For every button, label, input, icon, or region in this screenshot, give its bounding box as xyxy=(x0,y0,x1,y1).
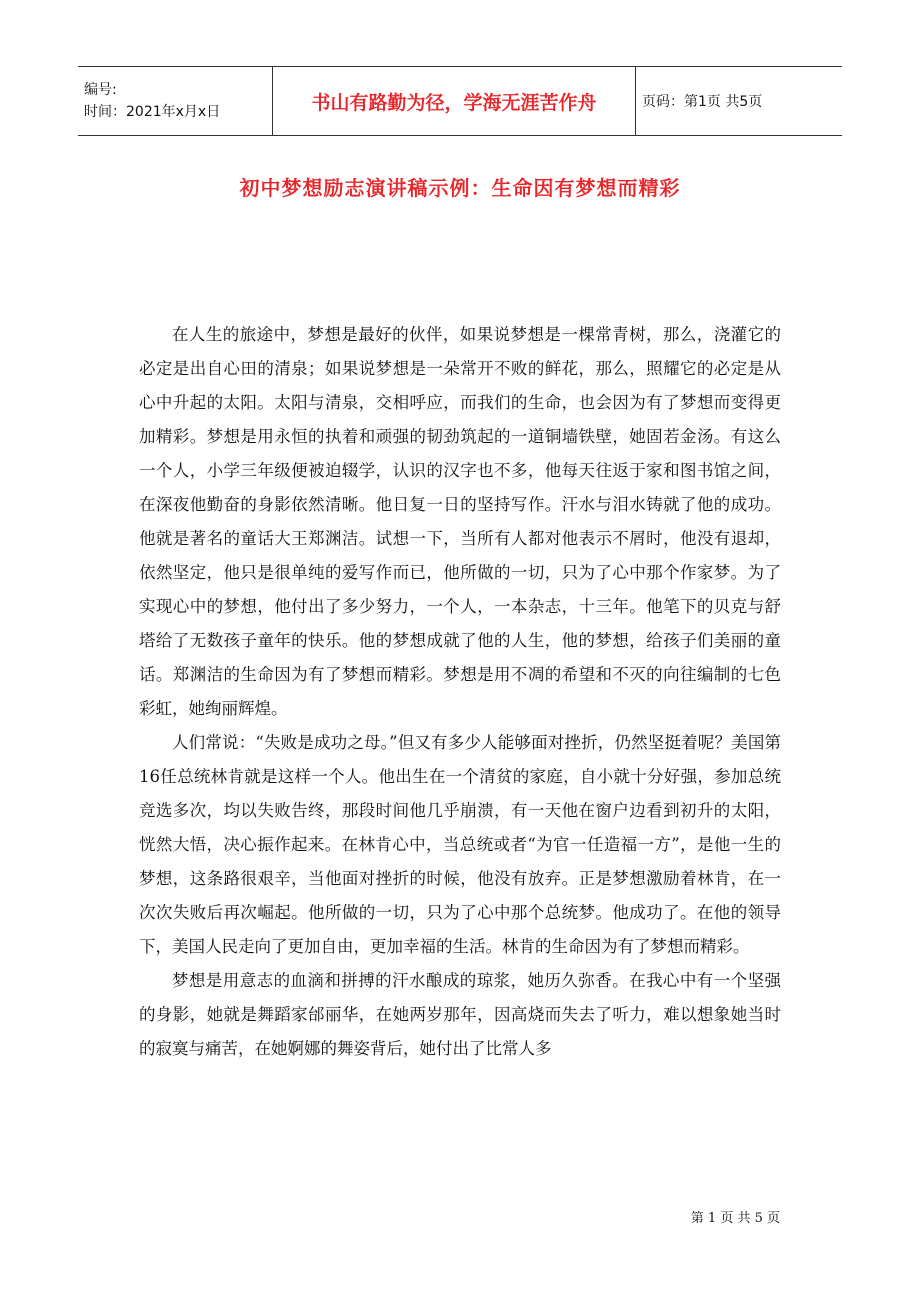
paragraph: 梦想是用意志的血滴和拼搏的汗水酿成的琼浆，她历久弥香。在我心中有一个坚强的身影，她就是舞蹈家邰丽华，在她两岁那年，因高烧而失去了听力，难以想象她当时的寂寞与痛苦，在她婀娜的舞姿背后，她付出了比常人多 xyxy=(139,971,781,1058)
header-page-cell xyxy=(636,67,842,135)
serial-number-label: 编号: xyxy=(84,82,117,98)
header-page-info: 页码：第1页 共5页 xyxy=(642,94,763,110)
document-body xyxy=(139,318,781,1066)
paragraph: 在人生的旅途中，梦想是最好的伙伴，如果说梦想是一棵常青树，那么，浇灌它的必定是出自心田的清泉；如果说梦想是一朵常开不败的鲜花，那么，照耀它的必定是从心中升起的太阳。太阳与清泉，交相呼应，而我们的生命，也会因为有了梦想而变得更加精彩。梦想是用永恒的执着和顽强的韧劲筑起的一道铜墙铁壁，她固若金汤。有这么一个人，小学三年级便被迫辍学，认识的汉字也不多，他每天往返于家和图书馆之间，在深夜他勤奋的身影依然清晰。他日复一日的坚持写作。汗水与泪水铸就了他的成功。他就是著名的童话大王郑渊洁。试想一下，当所有人都对他表示不屑时，他没有退却，依然坚定，他只是很单纯的爱写作而已，他所做的一切，只为了心中那个作家梦。为了实现心中的梦想，他付出了多少努力，一个人，一本杂志，十三年。他笔下的贝克与舒塔给了无数孩子童年的快乐。他的梦想成就了他的人生，他的梦想，给孩子们美丽的童话。郑渊洁的生命因为有了梦想而精彩。梦想是用不凋的希望和不灭的向往编制的七色彩虹，她绚丽辉煌。 xyxy=(139,325,781,718)
header-motto-cell xyxy=(273,67,636,135)
page-footer: 第 1 页 共 5 页 xyxy=(690,1211,780,1226)
header-motto: 书山有路勤为径，学海无涯苦作舟 xyxy=(311,91,597,114)
header-table xyxy=(78,66,842,136)
header-meta-cell xyxy=(78,67,273,135)
date-label: 时间：2021年x月x日 xyxy=(84,104,221,120)
paragraph: 人们常说：“失败是成功之母。”但又有多少人能够面对挫折，仍然坚挺着呢？美国第16任总统林肯就是这样一个人。他出生在一个清贫的家庭，自小就十分好强，参加总统竞选多次，均以失败告终，那段时间他几乎崩溃，有一天他在窗户边看到初升的太阳，恍然大悟，决心振作起来。在林肯心中，当总统或者“为官一任造福一方”，是他一生的梦想，这条路很艰辛，当他面对挫折的时候，他没有放弃。正是梦想激励着林肯，在一次次失败后再次崛起。他所做的一切，只为了心中那个总统梦。他成功了。在他的领导下，美国人民走向了更加自由，更加幸福的生活。林肯的生命因为有了梦想而精彩。 xyxy=(139,733,781,956)
document-title: 初中梦想励志演讲稿示例：生命因有梦想而精彩 xyxy=(239,176,681,200)
